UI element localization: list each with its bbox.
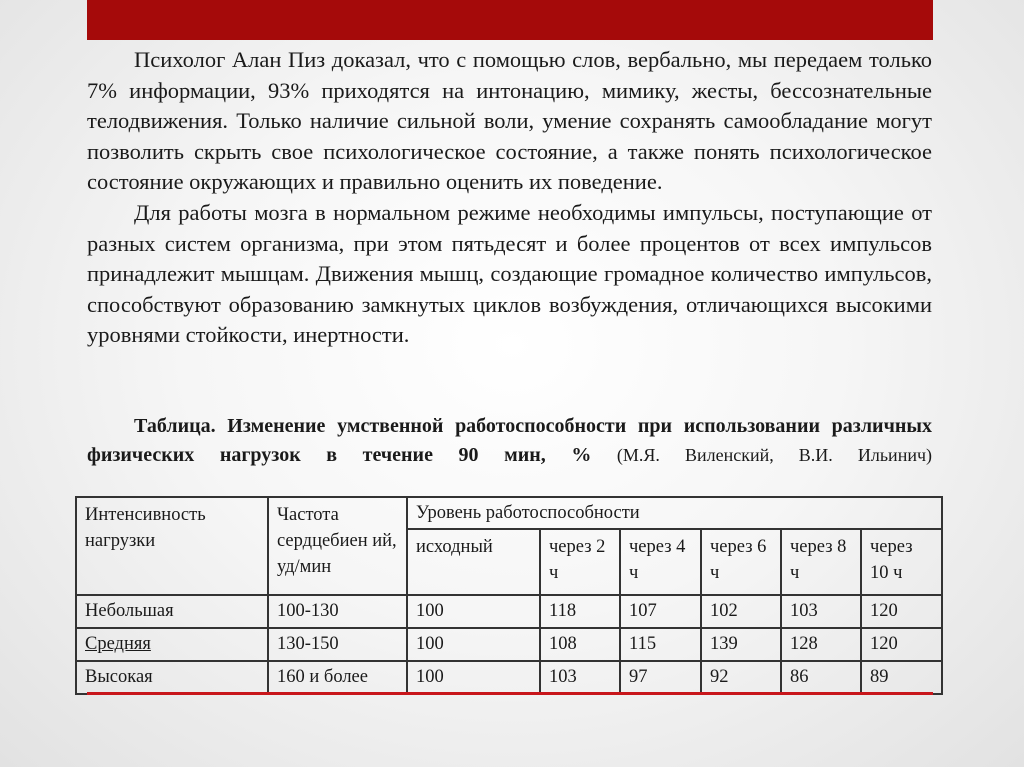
workability-table [75,496,943,695]
header-intensity: Интенсивность нагрузки [76,497,268,595]
caption-source: (М.Я. Виленский, В.И. Ильинич) [616,445,933,465]
row-heart-rate: 100-130 [268,595,407,628]
subheader-cell: через 10 ч [861,529,942,595]
row-value: 107 [620,595,701,628]
paragraph-2: Для работы мозга в нормальном режиме необходимы импульсы, поступающие от разных систем организма, при этом пятьдесят и более процентов от всех импульсов принадлежит мышцам. Движения мышц, создающие громадное количество импульсов, способствуют образованию замкнутых циклов возбуждения, отличающихся высокими уровнями стойкости, инертности. [87,199,932,348]
subheader-cell: через 8 ч [781,529,861,595]
table-row [76,628,942,661]
row-intensity: Высокая [76,661,268,694]
row-value: 103 [540,661,620,694]
row-intensity [76,628,268,661]
table-row [76,595,942,628]
row-value: 92 [701,661,781,694]
row-value: 128 [781,628,861,661]
row-value: 100 [407,628,540,661]
header-level: Уровень работоспособности [407,497,942,529]
row-value: 102 [701,595,781,628]
row-value: 120 [861,628,942,661]
row-heart-rate: 160 и более [268,661,407,694]
subheader-cell: исходный [407,529,540,595]
row-value: 118 [540,595,620,628]
row-value: 115 [620,628,701,661]
row-value: 100 [407,595,540,628]
paragraph-1: Психолог Алан Пиз доказал, что с помощью слов, вербально, мы передаем только 7% информации, 93% приходятся на интонацию, мимику, жесты, бессознательные телодвижения. Только наличие сильной воли, умение сохранять самообладание могут позволить скрыть свое психологическое состояние, а также понять психологическое состояние окружающих и правильно оценить их поведение. [87,47,932,195]
subheader-cell: через 2 ч [540,529,620,595]
bottom-divider [87,692,933,695]
subheader-cell: через 6 ч [701,529,781,595]
table-header-row [76,497,942,529]
row-intensity: Небольшая [76,595,268,628]
row-value: 139 [701,628,781,661]
row-heart-rate: 130-150 [268,628,407,661]
body-text [87,45,932,351]
caption-title: Таблица. Изменение умственной работоспособности при использовании различных физических нагрузок в течение 90 мин, % [87,415,932,466]
row-value: 108 [540,628,620,661]
row-value: 86 [781,661,861,694]
row-intensity-label: Средняя [85,634,151,654]
table-row [76,661,942,694]
row-value: 100 [407,661,540,694]
header-heart-rate: Частота сердцебиен ий, уд/мин [268,497,407,595]
row-value: 89 [861,661,942,694]
row-value: 120 [861,595,942,628]
row-value: 97 [620,661,701,694]
table-caption [87,412,932,470]
row-value: 103 [781,595,861,628]
header-accent-bar [87,0,933,40]
subheader-cell: через 4 ч [620,529,701,595]
